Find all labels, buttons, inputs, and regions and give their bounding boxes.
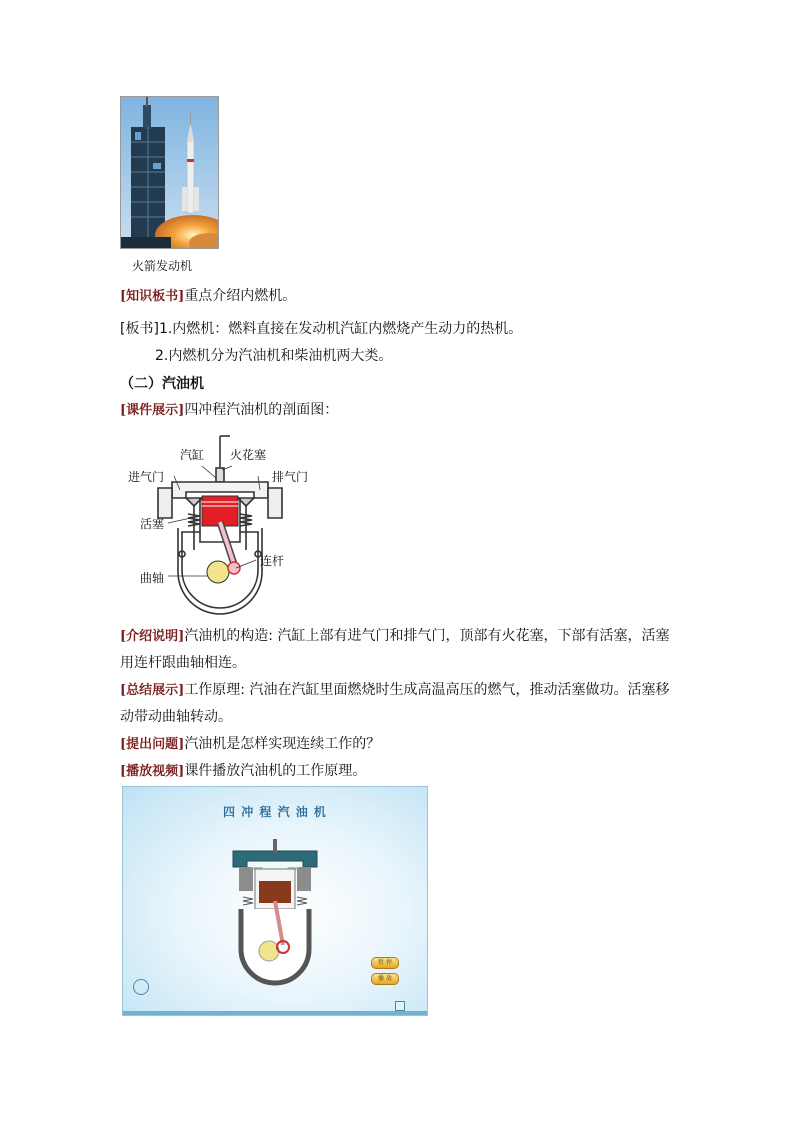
tag-introduction: [介绍说明]: [120, 629, 185, 644]
para1-text: 重点介绍内燃机。: [184, 288, 297, 304]
tag-knowledge-board: [知识板书]: [120, 289, 185, 304]
para2-text: 1.内燃机：燃料直接在发动机汽缸内燃烧产生动力的热机。: [158, 321, 523, 337]
para8-text: 课件播放汽油机的工作原理。: [184, 763, 367, 779]
rocket-photo: [120, 96, 219, 249]
para-courseware-show: [120, 400, 338, 421]
engine-diagram: [120, 432, 320, 617]
rocket-launch-image: [121, 97, 218, 248]
para-summary: [120, 680, 669, 701]
courseware-logo-icon: [133, 979, 149, 995]
video-frame[interactable]: [122, 786, 428, 1016]
pause-button-label: 暂 停: [378, 959, 392, 966]
para-knowledge-board: [120, 286, 296, 307]
video-engine-animation: [225, 839, 325, 989]
label-connecting-rod: 连杆: [260, 554, 285, 568]
para3-text: 2.内燃机分为汽油机和柴油机两大类。: [155, 348, 393, 364]
fullscreen-icon[interactable]: [395, 1001, 405, 1011]
board-prefix: [板书]: [120, 321, 159, 337]
rocket-caption: 火箭发动机: [132, 259, 193, 273]
play-button-label: 播 放: [378, 975, 392, 982]
para-summary-cont: 动带动曲轴转动。: [120, 709, 232, 725]
para-question: [120, 734, 380, 755]
tag-question: [提出问题]: [120, 737, 185, 752]
tag-summary: [总结展示]: [120, 683, 185, 698]
video-title: 四 冲 程 汽 油 机: [223, 805, 327, 819]
play-button[interactable]: [371, 973, 399, 985]
para-board-2: [155, 346, 392, 366]
label-spark-plug: 火花塞: [230, 448, 267, 462]
para7-text: 汽油机是怎样实现连续工作的？: [184, 736, 381, 752]
tag-courseware-show: [课件展示]: [120, 403, 185, 418]
label-piston: 活塞: [140, 517, 165, 531]
tag-video: [播放视频]: [120, 764, 185, 779]
para-video: [120, 761, 366, 782]
para-board-1: [120, 319, 522, 339]
label-exhaust-valve: 排气门: [272, 470, 309, 484]
video-bottom-bar: [123, 1011, 427, 1015]
para-introduction-cont: 用连杆跟曲轴相连。: [120, 655, 246, 671]
label-crankshaft: 曲轴: [140, 571, 165, 585]
pause-button[interactable]: [371, 957, 399, 969]
para-introduction: [120, 626, 669, 647]
para6-line1: 工作原理: 汽油在汽缸里面燃烧时生成高温高压的燃气，推动活塞做功。活塞移: [184, 682, 670, 698]
label-intake-valve: 进气门: [128, 470, 165, 484]
para4-text: 四冲程汽油机的剖面图：: [184, 402, 339, 418]
section-heading: （二）汽油机: [120, 376, 204, 392]
label-cylinder: 汽缸: [180, 448, 205, 462]
para5-line1: 汽油机的构造: 汽缸上部有进气门和排气门，顶部有火花塞，下部有活塞，活塞: [184, 628, 670, 644]
